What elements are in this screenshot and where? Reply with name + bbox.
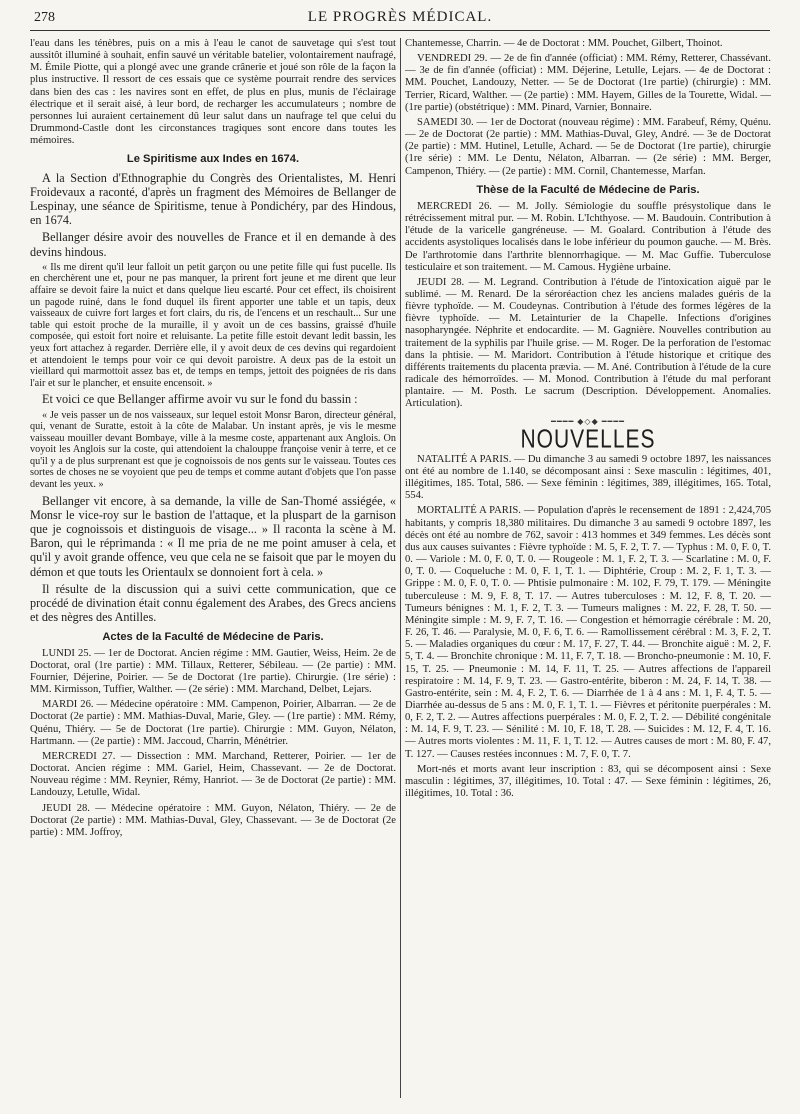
nouvelles-heading: NOUVELLES	[520, 424, 656, 454]
actes-heading: Actes de la Faculté de Médecine de Paris.	[102, 630, 324, 643]
mortalite-paragraph: MORTALITÉ A PARIS. — Population d'après le recensement de 1891 : 2,424,705 habitants, y compris 18,380 militaires. Du dimanche 3 au samedi 9 octobre 1897, les décès ont été au nombre de 762, savoir : 413 hommes et 349 femmes. Les décès sont dus aux causes suivantes : Fièvre typhoïde : M. 5, F. 2, T. 7. — Typhus : M. 0, F. 0, T. 0. — Variole : M. 0, F. 0, T. 0. — Rougeole : M. 1, F. 2, T. 3. — Scarlatine : M. 0, F. 0, T. 0. — Coqueluche : M. 0, F. 1, T. 1. — Diphtérie, Croup : M. 2, F. 1, T. 3. — Grippe : M. 0, F. 0, T. 0. — Phtisie pulmonaire : M. 102, F. 79, T. 179. — Méningite tuberculeuse : M. 9, F. 8, T. 17. — Autres tuberculoses : M. 12, F. 8, T. 20. — Tumeurs bénignes : M. 1, F. 2, T. 3. — Tumeurs malignes : M. 22, F. 28, T. 50. — Méningite simple : M. 9, F. 7, T. 16. — Congestion et hémorragie cérébrale : M. 20, F. 26, T. 46. — Paralysie, M. 0, F. 6, T. 6. — Ramollissement cérébral : M. 3, F. 2, T. 5. — Maladies organiques du cœur : M. 17, F. 27, T. 44. — Bronchite aiguë : M. 2, F. 5, T. 4. — Bronchite chronique : M. 11, F. 7, T. 18. — Broncho-pneumonie : M. 10, F. 15, T. 25. — Pneumonie : M. 14, F. 11, T. 25. — Autres affections de l'appareil respiratoire : M. 14, F. 9, T. 23. — Gastro-entérite, biberon : M. 24, F. 14, T. 38. — Gastro-entérite, sein : M. 4, F. 2, T. 6. — Diarrhée de 1 à 4 ans : M. 1, F. 4, T. 5. — Diarrhée au-dessus de 5 ans : M. 0, F. 1, T. 1. — Fièvres et péritonite puerpérales : M. 0, F. 2, T. 2. — Autres affections puerpérales : M. 0, F. 2, T. 2. — Débilité congénitale : M. 14, F. 9, T. 23. — Sénilité : M. 10, F. 18, T. 28. — Suicides : M. 12, F. 4, T. 16. — Autres morts violentes : M. 11, F. 1, T. 12. — Autres causes de mort : M. 80, F. 47, T. 127. — Causes restées inconnues : M. 7, F. 0, T. 7.	[405, 505, 771, 760]
actes-lundi: LUNDI 25. — 1er de Doctorat. Ancien régime : MM. Gautier, Weiss, Heim. 2e de Doctorat, oral (1re partie) : MM. Tillaux, Retterer, Sébileau. — (2e partie) : MM. Fournier, Déjerine, Poirier. — 5e de Doctorat (1re partie). Chirurgie. (1re série) : MM. Kirmisson, Tuffier, Walther. — (2e série) : MM. Marchand, Delbet, Lejars.	[30, 647, 396, 696]
theses-mercredi: MERCREDI 26. — M. Jolly. Sémiologie du souffle présystolique dans le rétrécissement mitral pur. — M. Robin. L'Ichthyose. — M. Baudouin. Contribution à l'étude de la varicelle gangréneuse. — M. Goalard. Contribution à l'étude des accidents asystoliques localisés dans le lobe inférieur du poumon gauche. — M. Brès. De l'arthrotomie dans l'arthrite blennorrhagique. — M. Mac Guffie. Tuberculose testiculaire et son traitement. — M. Camous. Hygiène urbaine.	[405, 200, 771, 273]
theses-jeudi: JEUDI 28. — M. Legrand. Contribution à l'étude de l'intoxication aiguë par le sublimé. — M. Renard. De la séroréaction chez les anciens malades guéris de la fièvre typhoïde. — M. Coudeynas. Contribution à l'étude des formes légères de la fièvre typhoïde. — M. Letainturier de la Chapelle. Infections d'origines nasopharyngée. Néphrite et endocardite. — M. Gagnière. Nouvelles contribution au traitement de la syphilis par l'huile grise. — M. Roger. De la perforation de l'estomac dans la phtisie. — M. Maridort. Contribution à l'étude historique et critique des différents traitements du placenta prævia. — M. Ané. Contribution à l'étude de la cure radicale des hémorroïdes. — M. Monod. Contribution à l'étude du mal perforant plantaire. — M. Posth. Le sacrum (Description. Développement. Anomalies. Articulation).	[405, 276, 771, 410]
bellanger-paragraph: Bellanger vit encore, à sa demande, la ville de San-Thomé assiégée, « Monsr le vice-roy sur le bastion de l'attaque, et la pluspart de la garnison que je cognoissois et distinguois de visage... » Il raconta la scène à M. Baron, qui le réprimanda : « Il me pria de ne me point amuser à cela, et qu'il y avoit grande offence, veu que cela ne se faisoit que par le moyen du démon et que touts les Orientaulx se donnoient fort à cela. »	[30, 493, 396, 579]
actes-jeudi: JEUDI 28. — Médecine opératoire : MM. Guyon, Nélaton, Thiéry. — 2e de Doctorat (2e partie) : MM. Mathias-Duval, Gley, Chassevant. — 3e de Doctorat (2e partie) : MM. Joffroy,	[30, 802, 396, 838]
result-paragraph: Il résulte de la discussion qui a suivi cette communication, que ce procédé de divination était connu également des Arabes, des Grecs anciens et des nègres des Antilles.	[30, 581, 396, 625]
bellanger-quote-2: « Je veis passer un de nos vaisseaux, sur lequel estoit Monsr Baron, directeur général, qui, venant de Suratte, estoit à la côte de Malabar. Un instant après, je vis le mesme vaisseau mouiller devant Bombaye, ville à la mesme coste, appartenant aux Anglois. On voyoit les Anglois sur la coste, qui attendoient la chalouppe françoise venir à terre, et ce qu'il y a de plus surprenant est que je cognoissois de nos gents sur le vaisseau. Toutes ces sortes de choses ne se voyoient que peu de temps et comme autant d'objets que l'on passe devant les yeux. »	[30, 409, 396, 491]
right-column	[405, 38, 771, 803]
mortnes-paragraph: Mort-nés et morts avant leur inscription : 83, qui se décomposent ainsi : Sexe masculin : légitimes, 37, illégitimes, 10. Total : 47. — Sexe féminin : légitimes, 26, illégitimes, 10. Total : 36.	[405, 763, 771, 800]
spiritisme-paragraph-1: A la Section d'Ethnographie du Congrès des Orientalistes, M. Henri Froidevaux a raconté, d'après un fragment des Mémoires de Bellanger de Lespinay, une séance de Spiritisme, tenue à Pondichéry, par des Hindous, en 1674.	[30, 170, 396, 228]
journal-title: LE PROGRÈS MÉDICAL.	[307, 9, 493, 25]
ornament-divider-icon: ━━━━ ◆◇◆ ━━━━	[551, 416, 625, 426]
actes-vendredi: VENDREDI 29. — 2e de fin d'année (officiat) : MM. Rémy, Retterer, Chassévant. — 3e de fin d'année (officiat) : MM. Déjerine, Letulle, Lejars. — 4e de Doctorat : MM. Pouchet, Landouzy, Netter. — 5e de Doctorat (1re partie) (chirurgie) : MM. Terrier, Ricard, Walther. — (2e partie) : MM. Hayem, Gilles de la Tourette, Widal. — (1re partie) (obstétrique) : MM. Pinard, Varnier, Bonnaire.	[405, 53, 771, 113]
column-divider	[400, 38, 401, 1098]
natalite-paragraph: NATALITÉ A PARIS. — Du dimanche 3 au samedi 9 octobre 1897, les naissances ont été au nombre de 1.140, se décomposant ainsi : Sexe masculin : légitimes, 401, illégitimes, 185. Total, 586. — Sexe féminin : légitimes, 389, illégitimes, 165. Total, 554.	[405, 453, 771, 502]
left-column	[30, 38, 396, 842]
intro-paragraph: l'eau dans les ténèbres, puis on a mis à l'eau le canot de sauvetage qui s'est tout aussitôt illuminé à souhait, enfin sauvé un véritable batelier, volontairement naufragé, M. Émile Piotte, qui a plongé avec une grande crânerie et joué son rôle de la façon la plus instructive. Il ressort de ces essais que ce système pourrait rendre des services dans bien des cas : les navires sont en effet, de plus en plus, munis de l'éclairage électrique et il serait aisé, à leur bord, de recharger les accumulateurs ; nombre de personnes lui auraient certainement dû leur salut dans un naufrage tel que celui du Drummond-Castle dont les circonstances tragiques sont encore dans toutes les mémoires.	[30, 38, 396, 147]
bellanger-quote-1: « Ils me dirent qu'il leur falloit un petit garçon ou une petite fille qui fust pucelle. Ils en cherchèrent une et, pour ne pas manquer, la prirent fort jeune et me dirent que leur affaire se devoit faire la nuict et dans quelque lieu escarté. Pour cet effect, ils choisirent un pagode ruiné, dans le fond duquel ils firent apporter une table et un tapis, deux vaisseaux de cuivre fort larges et fort clairs, du ris, de l'encens et un reschault... Sur une table qui estoit proche de la muraille, il y avoit un de ces bassins, graissé d'huile composée, qui estoit fort noire et reluisante. La petite fille estoit devant ledit bassin, les yeux fort attachez à regarder. Derrière elle, il y avoit deux de ces devins qui regardoient et attendoient le temps pour voir ce qui devoit paroistre. A deux pas de la estoit un vieillard qui marmottoit assez bas et, de temps en temps, jettoit des poignées de ris dans l'air et sur le plancher, et ensuite encensoit. »	[30, 261, 396, 389]
theses-heading: Thèse de la Faculté de Médecine de Paris.	[476, 183, 700, 196]
voici-paragraph: Et voici ce que Bellanger affirme avoir vu sur le fond du bassin :	[42, 392, 358, 407]
actes-mercredi: MERCREDI 27. — Dissection : MM. Marchand, Retterer, Poirier. — 1er de Doctorat. Ancien régime : MM. Gariel, Heim, Chassevant. — 2e de Doctorat. Nouveau régime : MM. Reynier, Rémy, Hanriot. — 3e de Doctorat (2e partie) : MM. Landouzy, Letulle, Widal.	[30, 750, 396, 799]
spiritisme-heading: Le Spiritisme aux Indes en 1674.	[126, 153, 300, 166]
page-number: 278	[34, 10, 55, 25]
page-header	[30, 6, 770, 31]
actes-mardi: MARDI 26. — Médecine opératoire : MM. Campenon, Poirier, Albarran. — 2e de Doctorat (2e partie) : MM. Mathias-Duval, Marie, Gley. — (1re partie) : MM. Rémy, Quénu, Thiéry. — 5e de Doctorat (1re partie). Chirurgie : MM. Guyon, Nélaton, Hartmann. — (2e partie) : MM. Jaccoud, Charrin, Ménétrier.	[30, 699, 396, 747]
actes-samedi: SAMEDI 30. — 1er de Doctorat (nouveau régime) : MM. Farabeuf, Rémy, Quénu. — 2e de Doctorat (2e partie) : MM. Mathias-Duval, Gley, André. — 3e de Doctorat (2e partie) : MM. Hutinel, Letulle, Achard. — 5e de Doctorat (1re partie), chirurgie (1re série) : MM. Le Dentu, Nélaton, Albarran. — (2e série) : MM. Berger, Campenon, Thiéry. — (2e partie) : MM. Cornil, Chantemesse, Marfan.	[405, 116, 771, 177]
spiritisme-paragraph-2: Bellanger désire avoir des nouvelles de France et il en demande à des devins hindous.	[30, 230, 396, 259]
actes-continuation: Chantemesse, Charrin. — 4e de Doctorat : MM. Pouchet, Gilbert, Thoinot.	[405, 38, 723, 49]
